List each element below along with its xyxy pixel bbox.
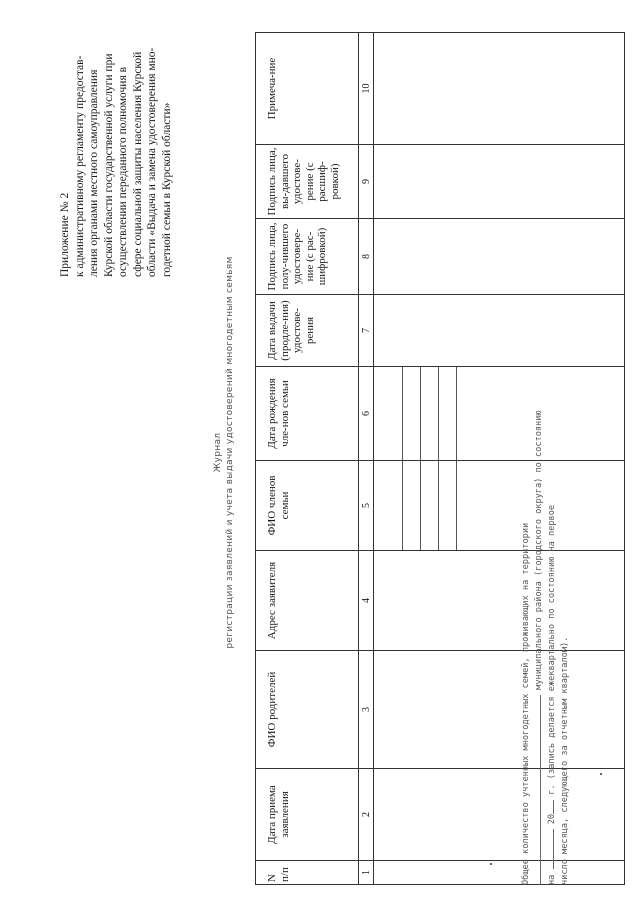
scan-speck: [490, 863, 492, 865]
footer-text: 20: [547, 813, 557, 825]
footer-line: Общее количество учтенных многодетных семей, проживающих на территории: [521, 522, 531, 885]
column-number: 2: [359, 769, 374, 861]
column-number: 5: [359, 461, 374, 551]
empty-cell: [374, 295, 625, 367]
appendix-block: [58, 0, 174, 277]
column-header: Дата рождения чле-нов семьи: [256, 367, 359, 461]
empty-cell: [374, 651, 625, 769]
journal-title: Журнал: [213, 432, 223, 473]
empty-cell: [374, 219, 625, 295]
column-header: Дата выдачи (продле-ния) удостове-рения: [256, 295, 359, 367]
appendix-line: сфере социальной защиты населения Курской: [131, 51, 144, 277]
cell-ruling: [374, 461, 624, 550]
blank-field: [553, 829, 554, 869]
column-header: N п/п: [256, 861, 359, 885]
blank-field: [540, 695, 541, 885]
cell-ruling: [374, 651, 624, 768]
column-number: 4: [359, 551, 374, 651]
cell-ruling: [374, 367, 624, 460]
empty-cell: [374, 861, 625, 885]
column-number: 1: [359, 861, 374, 885]
column-number: 9: [359, 145, 374, 219]
blank-field: [553, 800, 554, 814]
footer-line: [546, 165, 559, 885]
appendix-line: годетной семьи в Курской области»: [160, 102, 173, 277]
column-header: ФИО членов семьи: [256, 461, 359, 551]
appendix-line: к административному регламенту предостав-: [73, 55, 86, 277]
appendix-line: осуществлении переданного полномочия в: [117, 66, 129, 277]
empty-cell: [374, 33, 625, 145]
footer-line: [533, 165, 546, 885]
appendix-line: области «Выдача и замена удостоверения мно-: [146, 47, 158, 277]
column-number-row: [359, 33, 374, 885]
footer-text: г. (запись делается ежеквартально по состоянию на первое: [547, 504, 557, 795]
journal-subtitle: регистрации заявлений и учета выдачи удостоверений многодетным семьям: [225, 256, 235, 649]
table-body-row: [374, 33, 625, 885]
appendix-title: Приложение № 2: [59, 192, 71, 277]
appendix-line: Курской области государственной услуги при: [102, 53, 115, 277]
column-header: Подпись лица, вы-давшего удостове-рение (с расшиф-ровкой): [256, 145, 359, 219]
appendix-line: ления органами местного самоуправления: [88, 69, 100, 277]
column-number: 8: [359, 219, 374, 295]
column-header: Примеча-ние: [256, 33, 359, 145]
footer-note: [520, 165, 572, 885]
empty-cell: [374, 367, 625, 461]
column-header: Адрес заявителя: [256, 551, 359, 651]
footer-line: число месяца, следующего за отчетным кварталом).: [560, 636, 570, 885]
footer-text: на: [547, 874, 557, 885]
empty-cell: [374, 461, 625, 551]
column-number: 10: [359, 33, 374, 145]
column-number: 6: [359, 367, 374, 461]
column-number: 7: [359, 295, 374, 367]
empty-cell: [374, 769, 625, 861]
scan-speck: [600, 773, 602, 775]
table-header-row: [256, 33, 359, 885]
column-header: Дата приема заявления: [256, 769, 359, 861]
footer-text: муниципального района (городского округа) по состоянию: [534, 410, 544, 690]
empty-cell: [374, 551, 625, 651]
column-header: Подпись лица, полу-чившего удостовере-ние (с рас-шифровкой): [256, 219, 359, 295]
journal-heading: [212, 0, 236, 905]
column-header: ФИО родителей: [256, 651, 359, 769]
column-number: 3: [359, 651, 374, 769]
empty-cell: [374, 145, 625, 219]
